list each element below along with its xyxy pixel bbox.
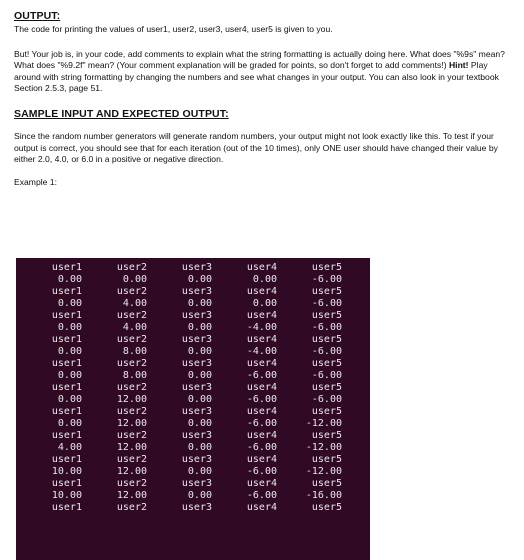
terminal-row <box>16 466 370 478</box>
sample-heading: SAMPLE INPUT AND EXPECTED OUTPUT: <box>14 107 229 120</box>
terminal-cell: user2 <box>116 262 147 273</box>
terminal-cell: 0.00 <box>187 442 212 453</box>
terminal-row <box>16 358 370 370</box>
terminal-cell: -6.00 <box>246 490 277 501</box>
terminal-cell: 12.00 <box>116 490 147 501</box>
terminal-cell: user4 <box>246 358 277 369</box>
terminal-cell: -6.00 <box>311 274 342 285</box>
terminal-cell: user1 <box>51 430 82 441</box>
terminal-cell: 0.00 <box>122 274 147 285</box>
terminal-cell: user5 <box>311 286 342 297</box>
terminal-cell: 0.00 <box>187 298 212 309</box>
terminal-cell: user1 <box>51 286 82 297</box>
instructions-document <box>14 10 514 188</box>
terminal-cell: 8.00 <box>122 370 147 381</box>
terminal-row <box>16 346 370 358</box>
terminal-cell: user5 <box>311 334 342 345</box>
terminal-row <box>16 418 370 430</box>
terminal-cell: user5 <box>311 502 342 513</box>
terminal-cell: 12.00 <box>116 466 147 477</box>
terminal-row <box>16 322 370 334</box>
terminal-cell: user1 <box>51 478 82 489</box>
random-note-paragraph: Since the random number generators will generate random numbers, your output might not look exactly like this. To test if your output is correct, you should see that for each iteration (out of the 10 times), only ONE user should have changed their value by either 2.0, 4.0, or 6.0 in a positive or negative direction. <box>14 130 498 165</box>
terminal-row <box>16 286 370 298</box>
terminal-cell: user3 <box>181 502 212 513</box>
terminal-cell: user1 <box>51 454 82 465</box>
terminal-row <box>16 442 370 454</box>
terminal-row <box>16 502 370 514</box>
terminal-cell: -6.00 <box>246 466 277 477</box>
terminal-cell: 0.00 <box>187 466 212 477</box>
terminal-cell: user5 <box>311 430 342 441</box>
terminal-cell: user4 <box>246 502 277 513</box>
terminal-cell: -4.00 <box>246 322 277 333</box>
terminal-cell: user3 <box>181 478 212 489</box>
terminal-cell: 0.00 <box>57 322 82 333</box>
terminal-cell: user2 <box>116 478 147 489</box>
terminal-row <box>16 406 370 418</box>
terminal-cell: user1 <box>51 358 82 369</box>
terminal-cell: -6.00 <box>246 418 277 429</box>
terminal-output <box>16 258 370 560</box>
terminal-cell: user3 <box>181 406 212 417</box>
terminal-row <box>16 394 370 406</box>
terminal-cell: 10.00 <box>51 466 82 477</box>
hint-label: Hint! <box>448 60 469 71</box>
terminal-cell: 0.00 <box>252 274 277 285</box>
terminal-cell: user5 <box>311 382 342 393</box>
terminal-cell: user4 <box>246 382 277 393</box>
terminal-cell: user4 <box>246 286 277 297</box>
terminal-cell: user2 <box>116 358 147 369</box>
terminal-cell: user4 <box>246 334 277 345</box>
terminal-cell: 0.00 <box>187 418 212 429</box>
terminal-cell: user2 <box>116 406 147 417</box>
task-paragraph <box>14 49 514 95</box>
terminal-cell: 12.00 <box>116 418 147 429</box>
terminal-cell: 0.00 <box>187 394 212 405</box>
terminal-cell: -6.00 <box>311 346 342 357</box>
terminal-cell: user3 <box>181 358 212 369</box>
terminal-cell: user4 <box>246 454 277 465</box>
terminal-cell: user1 <box>51 406 82 417</box>
terminal-cell: -12.00 <box>305 466 342 477</box>
terminal-cell: user4 <box>246 478 277 489</box>
terminal-cell: user2 <box>116 334 147 345</box>
terminal-row <box>16 454 370 466</box>
terminal-cell: user1 <box>51 310 82 321</box>
terminal-row <box>16 430 370 442</box>
terminal-cell: 0.00 <box>252 298 277 309</box>
terminal-row <box>16 310 370 322</box>
terminal-row <box>16 382 370 394</box>
terminal-cell: 12.00 <box>116 394 147 405</box>
terminal-row <box>16 334 370 346</box>
terminal-cell: -16.00 <box>305 490 342 501</box>
terminal-cell: 8.00 <box>122 346 147 357</box>
terminal-cell: user5 <box>311 478 342 489</box>
terminal-cell: 0.00 <box>187 274 212 285</box>
terminal-cell: 0.00 <box>57 394 82 405</box>
terminal-cell: user2 <box>116 454 147 465</box>
terminal-cell: user4 <box>246 406 277 417</box>
output-heading: OUTPUT: <box>14 10 61 22</box>
terminal-rows <box>16 262 370 514</box>
terminal-cell: -12.00 <box>305 418 342 429</box>
terminal-cell: 0.00 <box>187 346 212 357</box>
terminal-cell: user4 <box>246 262 277 273</box>
terminal-row <box>16 262 370 274</box>
terminal-row <box>16 370 370 382</box>
terminal-cell: 12.00 <box>116 442 147 453</box>
terminal-cell: 10.00 <box>51 490 82 501</box>
terminal-cell: user3 <box>181 430 212 441</box>
terminal-cell: user3 <box>181 334 212 345</box>
terminal-cell: user3 <box>181 454 212 465</box>
terminal-row <box>16 478 370 490</box>
terminal-cell: user2 <box>116 430 147 441</box>
terminal-cell: 4.00 <box>57 442 82 453</box>
terminal-cell: -6.00 <box>311 298 342 309</box>
terminal-cell: user5 <box>311 454 342 465</box>
terminal-cell: 0.00 <box>187 490 212 501</box>
terminal-cell: user5 <box>311 310 342 321</box>
terminal-cell: 0.00 <box>187 322 212 333</box>
terminal-cell: -6.00 <box>311 394 342 405</box>
terminal-cell: -6.00 <box>311 322 342 333</box>
terminal-cell: user3 <box>181 382 212 393</box>
terminal-cell: user1 <box>51 502 82 513</box>
terminal-row <box>16 490 370 502</box>
terminal-cell: user5 <box>311 406 342 417</box>
terminal-row <box>16 274 370 286</box>
terminal-cell: 0.00 <box>187 370 212 381</box>
terminal-cell: user3 <box>181 286 212 297</box>
terminal-cell: 0.00 <box>57 274 82 285</box>
intro-paragraph: The code for printing the values of user1, user2, user3, user4, user5 is given to you. <box>14 24 333 34</box>
terminal-cell: 4.00 <box>122 298 147 309</box>
terminal-cell: -6.00 <box>311 370 342 381</box>
terminal-cell: user1 <box>51 382 82 393</box>
terminal-row <box>16 298 370 310</box>
terminal-cell: -12.00 <box>305 442 342 453</box>
terminal-cell: -6.00 <box>246 442 277 453</box>
terminal-cell: user2 <box>116 502 147 513</box>
task-text-part2: Play around with string formatting by changing the numbers and see what changes in your output. You can also look in your textbook Section 2.5.3, page 51. <box>14 60 499 94</box>
terminal-cell: user3 <box>181 262 212 273</box>
terminal-cell: 0.00 <box>57 418 82 429</box>
terminal-cell: user5 <box>311 262 342 273</box>
terminal-cell: -6.00 <box>246 394 277 405</box>
terminal-cell: -4.00 <box>246 346 277 357</box>
terminal-cell: user1 <box>51 262 82 273</box>
terminal-cell: 4.00 <box>122 322 147 333</box>
task-text-part1: But! Your job is, in your code, add comments to explain what the string formatting is actually doing here. What does "%9s" mean? What does "%9.2f" mean? (Your comment explanation will be graded for points, so don't forget to add comments!) <box>14 48 505 71</box>
terminal-cell: user3 <box>181 310 212 321</box>
terminal-cell: 0.00 <box>57 370 82 381</box>
terminal-cell: user2 <box>116 286 147 297</box>
terminal-cell: user2 <box>116 310 147 321</box>
example-label: Example 1: <box>14 176 57 187</box>
terminal-cell: -6.00 <box>246 370 277 381</box>
terminal-cell: user4 <box>246 430 277 441</box>
terminal-cell: user5 <box>311 358 342 369</box>
terminal-cell: 0.00 <box>57 298 82 309</box>
terminal-cell: user4 <box>246 310 277 321</box>
terminal-cell: user2 <box>116 382 147 393</box>
terminal-cell: user1 <box>51 334 82 345</box>
terminal-cell: 0.00 <box>57 346 82 357</box>
